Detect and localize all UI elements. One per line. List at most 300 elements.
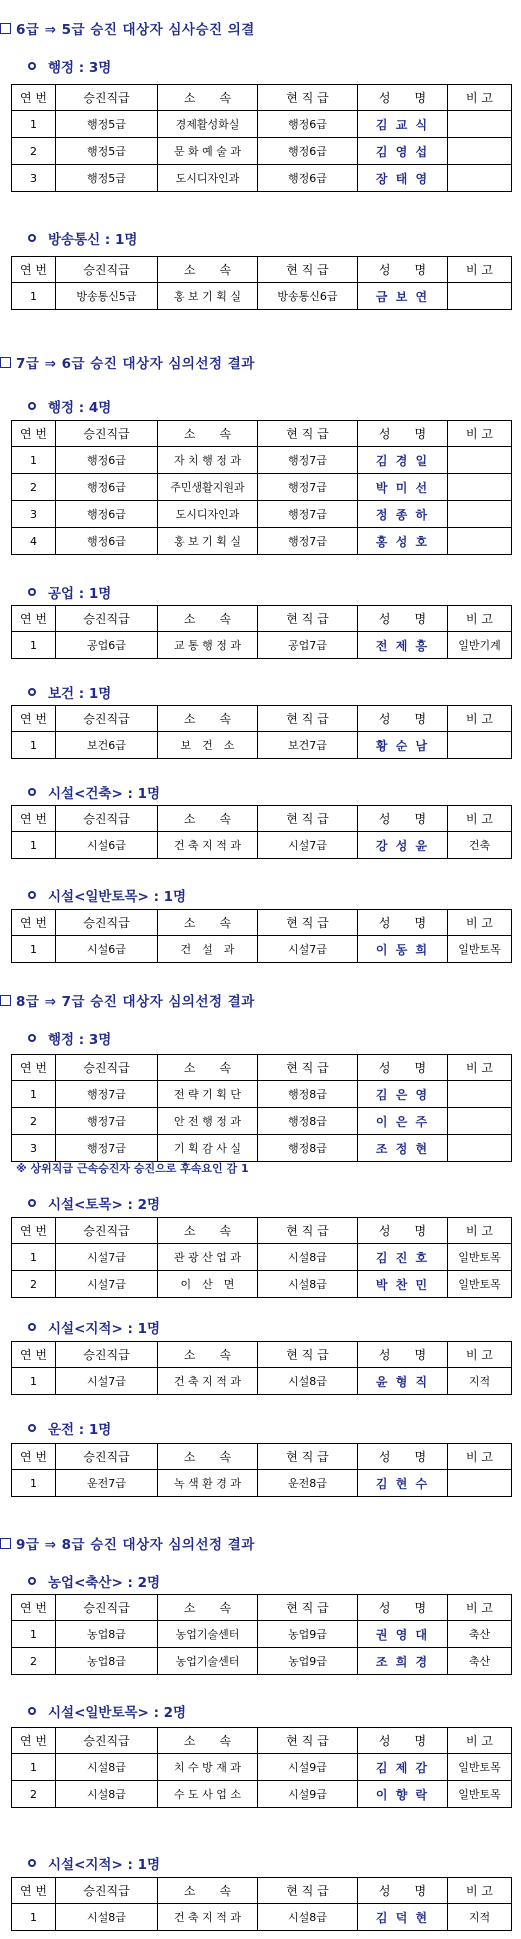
group-header [28,1317,160,1337]
cell-name: 강 성 윤 [358,832,448,859]
cell-grade: 시설8급 [56,1754,158,1781]
circle-bullet-icon [28,891,36,899]
column-header: 소 속 [158,806,258,832]
group-header [28,228,137,248]
cell-dept: 자 치 행 정 과 [158,447,258,474]
candidate-table [11,1217,512,1298]
group-title: 행정 : 3명 [48,1032,112,1048]
column-header: 연 번 [12,1342,56,1368]
cell-dept: 경제활성화실 [158,111,258,138]
column-header: 성 명 [358,706,448,732]
cell-note [448,1470,512,1497]
table-row [12,732,512,759]
column-header: 연 번 [12,1055,56,1081]
cell-grade: 시설7급 [56,1244,158,1271]
cell-name: 김 진 호 [358,1244,448,1271]
cell-no: 1 [12,1621,56,1648]
column-header: 승진직급 [56,421,158,447]
group-title: 시설<일반토목> : 1명 [48,889,187,905]
cell-dept: 도시디자인과 [158,501,258,528]
cell-no: 3 [12,1135,56,1162]
cell-name: 권 영 대 [358,1621,448,1648]
cell-grade: 보건6급 [56,732,158,759]
cell-no: 2 [12,1648,56,1675]
cell-cur: 시설7급 [258,832,358,859]
column-header: 비 고 [448,806,512,832]
cell-name: 금 보 연 [358,283,448,310]
cell-dept: 농업기술센터 [158,1648,258,1675]
section-header [0,1533,255,1553]
column-header: 현 직 급 [258,257,358,283]
cell-no: 4 [12,528,56,555]
column-header: 현 직 급 [258,1878,358,1904]
table-row [12,632,512,659]
group-header [28,1701,186,1721]
column-header: 연 번 [12,606,56,632]
cell-dept: 치 수 방 재 과 [158,1754,258,1781]
column-header: 현 직 급 [258,1055,358,1081]
column-header: 소 속 [158,85,258,111]
table-header-row [12,1728,512,1754]
cell-grade: 행정6급 [56,501,158,528]
circle-bullet-icon [28,1577,36,1585]
column-header: 비 고 [448,85,512,111]
circle-bullet-icon [28,402,36,410]
cell-grade: 행정5급 [56,165,158,192]
cell-dept: 홍 보 기 획 실 [158,283,258,310]
section-header [0,990,255,1010]
column-header: 소 속 [158,257,258,283]
cell-name: 정 종 하 [358,501,448,528]
circle-bullet-icon [28,688,36,696]
cell-note [448,165,512,192]
column-header: 소 속 [158,1342,258,1368]
column-header: 성 명 [358,1342,448,1368]
column-header: 승진직급 [56,257,158,283]
column-header: 현 직 급 [258,1595,358,1621]
cell-cur: 시설8급 [258,1244,358,1271]
table-row [12,1904,512,1931]
cell-no: 1 [12,1754,56,1781]
column-header: 비 고 [448,1595,512,1621]
group-title: 행정 : 4명 [48,400,112,416]
column-header: 승진직급 [56,85,158,111]
column-header: 소 속 [158,1218,258,1244]
group-title: 운전 : 1명 [48,1422,112,1438]
cell-note [448,283,512,310]
cell-dept: 주민생활지원과 [158,474,258,501]
column-header: 성 명 [358,1728,448,1754]
circle-bullet-icon [28,62,36,70]
column-header: 성 명 [358,257,448,283]
table-header-row [12,606,512,632]
column-header: 연 번 [12,706,56,732]
section-header [0,352,255,372]
table-row [12,447,512,474]
table-row [12,501,512,528]
column-header: 현 직 급 [258,1728,358,1754]
candidate-table [11,420,512,555]
group-title: 행정 : 3명 [48,60,112,76]
column-header: 현 직 급 [258,806,358,832]
candidate-table [11,705,512,759]
column-header: 현 직 급 [258,1342,358,1368]
column-header: 승진직급 [56,706,158,732]
table-row [12,1244,512,1271]
column-header: 비 고 [448,1878,512,1904]
column-header: 현 직 급 [258,1444,358,1470]
column-header: 성 명 [358,806,448,832]
circle-bullet-icon [28,588,36,596]
group-header [28,396,111,416]
cell-note: 일반토목 [448,1244,512,1271]
circle-bullet-icon [28,1034,36,1042]
table-header-row [12,85,512,111]
column-header: 소 속 [158,1055,258,1081]
cell-name: 이 향 락 [358,1781,448,1808]
cell-grade: 행정6급 [56,447,158,474]
cell-dept: 농업기술센터 [158,1621,258,1648]
cell-dept: 전 략 기 획 단 [158,1081,258,1108]
cell-name: 조 희 경 [358,1648,448,1675]
table-row [12,138,512,165]
column-header: 성 명 [358,85,448,111]
column-header: 성 명 [358,1595,448,1621]
cell-no: 2 [12,1781,56,1808]
table-row [12,936,512,963]
table-header-row [12,1055,512,1081]
cell-name: 김 덕 현 [358,1904,448,1931]
cell-name: 윤 형 직 [358,1368,448,1395]
cell-note [448,447,512,474]
cell-name: 김 영 섭 [358,138,448,165]
table-header-row [12,257,512,283]
group-header [28,782,160,802]
cell-dept: 수 도 사 업 소 [158,1781,258,1808]
candidate-table [11,1727,512,1808]
cell-dept: 이 산 면 [158,1271,258,1298]
group-title: 농업<축산> : 2명 [48,1575,161,1591]
column-header: 비 고 [448,606,512,632]
cell-dept: 기 획 감 사 실 [158,1135,258,1162]
cell-dept: 홍 보 기 획 실 [158,528,258,555]
group-header [28,1853,160,1873]
column-header: 승진직급 [56,1595,158,1621]
cell-grade: 농업8급 [56,1648,158,1675]
table-row [12,165,512,192]
cell-no: 2 [12,1271,56,1298]
section-title: 9급 ⇒ 8급 승진 대상자 심의선정 결과 [16,1537,255,1553]
cell-dept: 건 축 지 적 과 [158,832,258,859]
column-header: 연 번 [12,85,56,111]
cell-no: 1 [12,632,56,659]
cell-grade: 시설8급 [56,1904,158,1931]
cell-dept: 관 광 산 업 과 [158,1244,258,1271]
cell-note: 건축 [448,832,512,859]
cell-cur: 농업9급 [258,1621,358,1648]
cell-dept: 녹 색 환 경 과 [158,1470,258,1497]
group-title: 방송통신 : 1명 [48,232,138,248]
cell-dept: 건 설 과 [158,936,258,963]
cell-name: 장 태 영 [358,165,448,192]
cell-no: 3 [12,501,56,528]
column-header: 비 고 [448,706,512,732]
group-header [28,56,111,76]
column-header: 소 속 [158,706,258,732]
cell-grade: 행정6급 [56,528,158,555]
table-header-row [12,910,512,936]
cell-dept: 도시디자인과 [158,165,258,192]
column-header: 비 고 [448,421,512,447]
cell-cur: 행정6급 [258,165,358,192]
cell-cur: 보건7급 [258,732,358,759]
column-header: 성 명 [358,1218,448,1244]
table-row [12,1081,512,1108]
cell-note: 일반토목 [448,1754,512,1781]
column-header: 소 속 [158,606,258,632]
cell-grade: 행정5급 [56,111,158,138]
column-header: 현 직 급 [258,606,358,632]
table-header-row [12,1444,512,1470]
column-header: 연 번 [12,1218,56,1244]
column-header: 승진직급 [56,910,158,936]
checkbox-square-icon [0,357,11,368]
checkbox-square-icon [0,23,11,34]
table-row [12,1271,512,1298]
cell-name: 이 동 희 [358,936,448,963]
group-header [28,1193,160,1213]
cell-name: 이 은 주 [358,1108,448,1135]
cell-dept: 문 화 예 술 과 [158,138,258,165]
cell-grade: 시설8급 [56,1781,158,1808]
circle-bullet-icon [28,1323,36,1331]
cell-grade: 농업8급 [56,1621,158,1648]
cell-grade: 행정6급 [56,474,158,501]
section-title: 7급 ⇒ 6급 승진 대상자 심의선정 결과 [16,356,255,372]
cell-grade: 공업6급 [56,632,158,659]
cell-note [448,138,512,165]
cell-name: 김 현 수 [358,1470,448,1497]
group-title: 시설<건축> : 1명 [48,786,161,802]
candidate-table [11,1594,512,1675]
table-row [12,1621,512,1648]
table-row [12,832,512,859]
column-header: 연 번 [12,257,56,283]
cell-cur: 운전8급 [258,1470,358,1497]
group-header [28,682,111,702]
cell-cur: 시설8급 [258,1368,358,1395]
cell-dept: 교 통 행 정 과 [158,632,258,659]
table-header-row [12,806,512,832]
column-header: 연 번 [12,1595,56,1621]
cell-grade: 시설6급 [56,832,158,859]
column-header: 성 명 [358,1878,448,1904]
cell-cur: 행정8급 [258,1108,358,1135]
circle-bullet-icon [28,1859,36,1867]
cell-no: 1 [12,1904,56,1931]
column-header: 승진직급 [56,1878,158,1904]
cell-no: 1 [12,1368,56,1395]
column-header: 연 번 [12,1444,56,1470]
cell-cur: 시설8급 [258,1904,358,1931]
candidate-table [11,1877,512,1931]
column-header: 소 속 [158,1878,258,1904]
cell-dept: 보 건 소 [158,732,258,759]
column-header: 연 번 [12,1878,56,1904]
column-header: 소 속 [158,910,258,936]
table-row [12,1368,512,1395]
cell-note [448,1108,512,1135]
table-row [12,1470,512,1497]
table-row [12,1781,512,1808]
cell-note: 일반토목 [448,1271,512,1298]
column-header: 승진직급 [56,1218,158,1244]
candidate-table [11,1443,512,1497]
cell-note: 일반토목 [448,936,512,963]
cell-cur: 행정7급 [258,474,358,501]
group-header [28,1028,111,1048]
table-header-row [12,421,512,447]
cell-no: 2 [12,474,56,501]
group-title: 시설<일반토목> : 2명 [48,1705,187,1721]
candidate-table [11,84,512,192]
cell-grade: 행정7급 [56,1108,158,1135]
cell-cur: 행정8급 [258,1081,358,1108]
group-title: 시설<토목> : 2명 [48,1197,161,1213]
cell-note [448,1135,512,1162]
cell-note [448,528,512,555]
candidate-table [11,605,512,659]
cell-no: 1 [12,283,56,310]
table-row [12,283,512,310]
column-header: 성 명 [358,910,448,936]
cell-name: 황 순 남 [358,732,448,759]
group-header [28,885,186,905]
cell-note: 일반토목 [448,1781,512,1808]
column-header: 현 직 급 [258,706,358,732]
cell-grade: 시설6급 [56,936,158,963]
cell-note: 지적 [448,1368,512,1395]
cell-no: 1 [12,1244,56,1271]
candidate-table [11,1054,512,1162]
candidate-table [11,256,512,310]
column-header: 소 속 [158,1444,258,1470]
cell-cur: 행정6급 [258,138,358,165]
candidate-table [11,1341,512,1395]
cell-cur: 농업9급 [258,1648,358,1675]
cell-cur: 행정7급 [258,501,358,528]
column-header: 성 명 [358,1055,448,1081]
table-header-row [12,706,512,732]
column-header: 현 직 급 [258,85,358,111]
column-header: 현 직 급 [258,1218,358,1244]
column-header: 현 직 급 [258,421,358,447]
table-header-row [12,1878,512,1904]
cell-cur: 시설9급 [258,1781,358,1808]
table-header-row [12,1342,512,1368]
cell-no: 2 [12,138,56,165]
cell-name: 박 미 선 [358,474,448,501]
group-header [28,582,111,602]
cell-note: 일반기계 [448,632,512,659]
column-header: 승진직급 [56,1444,158,1470]
cell-grade: 방송통신5급 [56,283,158,310]
cell-cur: 방송통신6급 [258,283,358,310]
column-header: 연 번 [12,1728,56,1754]
candidate-table [11,909,512,963]
column-header: 승진직급 [56,1728,158,1754]
cell-note [448,111,512,138]
circle-bullet-icon [28,1424,36,1432]
cell-note [448,1081,512,1108]
cell-name: 조 정 현 [358,1135,448,1162]
cell-no: 1 [12,447,56,474]
cell-note: 지적 [448,1904,512,1931]
cell-note: 축산 [448,1621,512,1648]
cell-no: 1 [12,111,56,138]
circle-bullet-icon [28,1199,36,1207]
section-header [0,18,255,38]
cell-note [448,501,512,528]
column-header: 소 속 [158,1728,258,1754]
group-title: 시설<지적> : 1명 [48,1321,161,1337]
circle-bullet-icon [28,234,36,242]
cell-no: 1 [12,1081,56,1108]
section-title: 8급 ⇒ 7급 승진 대상자 심의선정 결과 [16,994,255,1010]
cell-cur: 행정7급 [258,528,358,555]
cell-cur: 행정8급 [258,1135,358,1162]
checkbox-square-icon [0,995,11,1006]
column-header: 연 번 [12,421,56,447]
column-header: 현 직 급 [258,910,358,936]
cell-grade: 운전7급 [56,1470,158,1497]
column-header: 승진직급 [56,606,158,632]
column-header: 성 명 [358,421,448,447]
cell-no: 1 [12,936,56,963]
cell-cur: 공업7급 [258,632,358,659]
table-row [12,111,512,138]
column-header: 비 고 [448,1055,512,1081]
cell-no: 1 [12,832,56,859]
table-header-row [12,1595,512,1621]
section-title: 6급 ⇒ 5급 승진 대상자 심사승진 의결 [16,22,255,38]
column-header: 비 고 [448,910,512,936]
column-header: 승진직급 [56,1055,158,1081]
cell-name: 홍 성 호 [358,528,448,555]
column-header: 연 번 [12,910,56,936]
column-header: 승진직급 [56,1342,158,1368]
table-header-row [12,1218,512,1244]
cell-name: 김 은 영 [358,1081,448,1108]
table-row [12,528,512,555]
column-header: 비 고 [448,257,512,283]
table-row [12,474,512,501]
cell-name: 김 제 감 [358,1754,448,1781]
cell-no: 3 [12,165,56,192]
footnote: ※ 상위직급 근속승진자 승진으로 후속요인 감 1 [16,1162,249,1175]
table-row [12,1108,512,1135]
cell-grade: 행정7급 [56,1135,158,1162]
cell-no: 2 [12,1108,56,1135]
column-header: 연 번 [12,806,56,832]
column-header: 비 고 [448,1342,512,1368]
cell-name: 전 제 흥 [358,632,448,659]
cell-dept: 건 축 지 적 과 [158,1904,258,1931]
checkbox-square-icon [0,1538,11,1549]
table-row [12,1754,512,1781]
table-row [12,1135,512,1162]
cell-note [448,474,512,501]
